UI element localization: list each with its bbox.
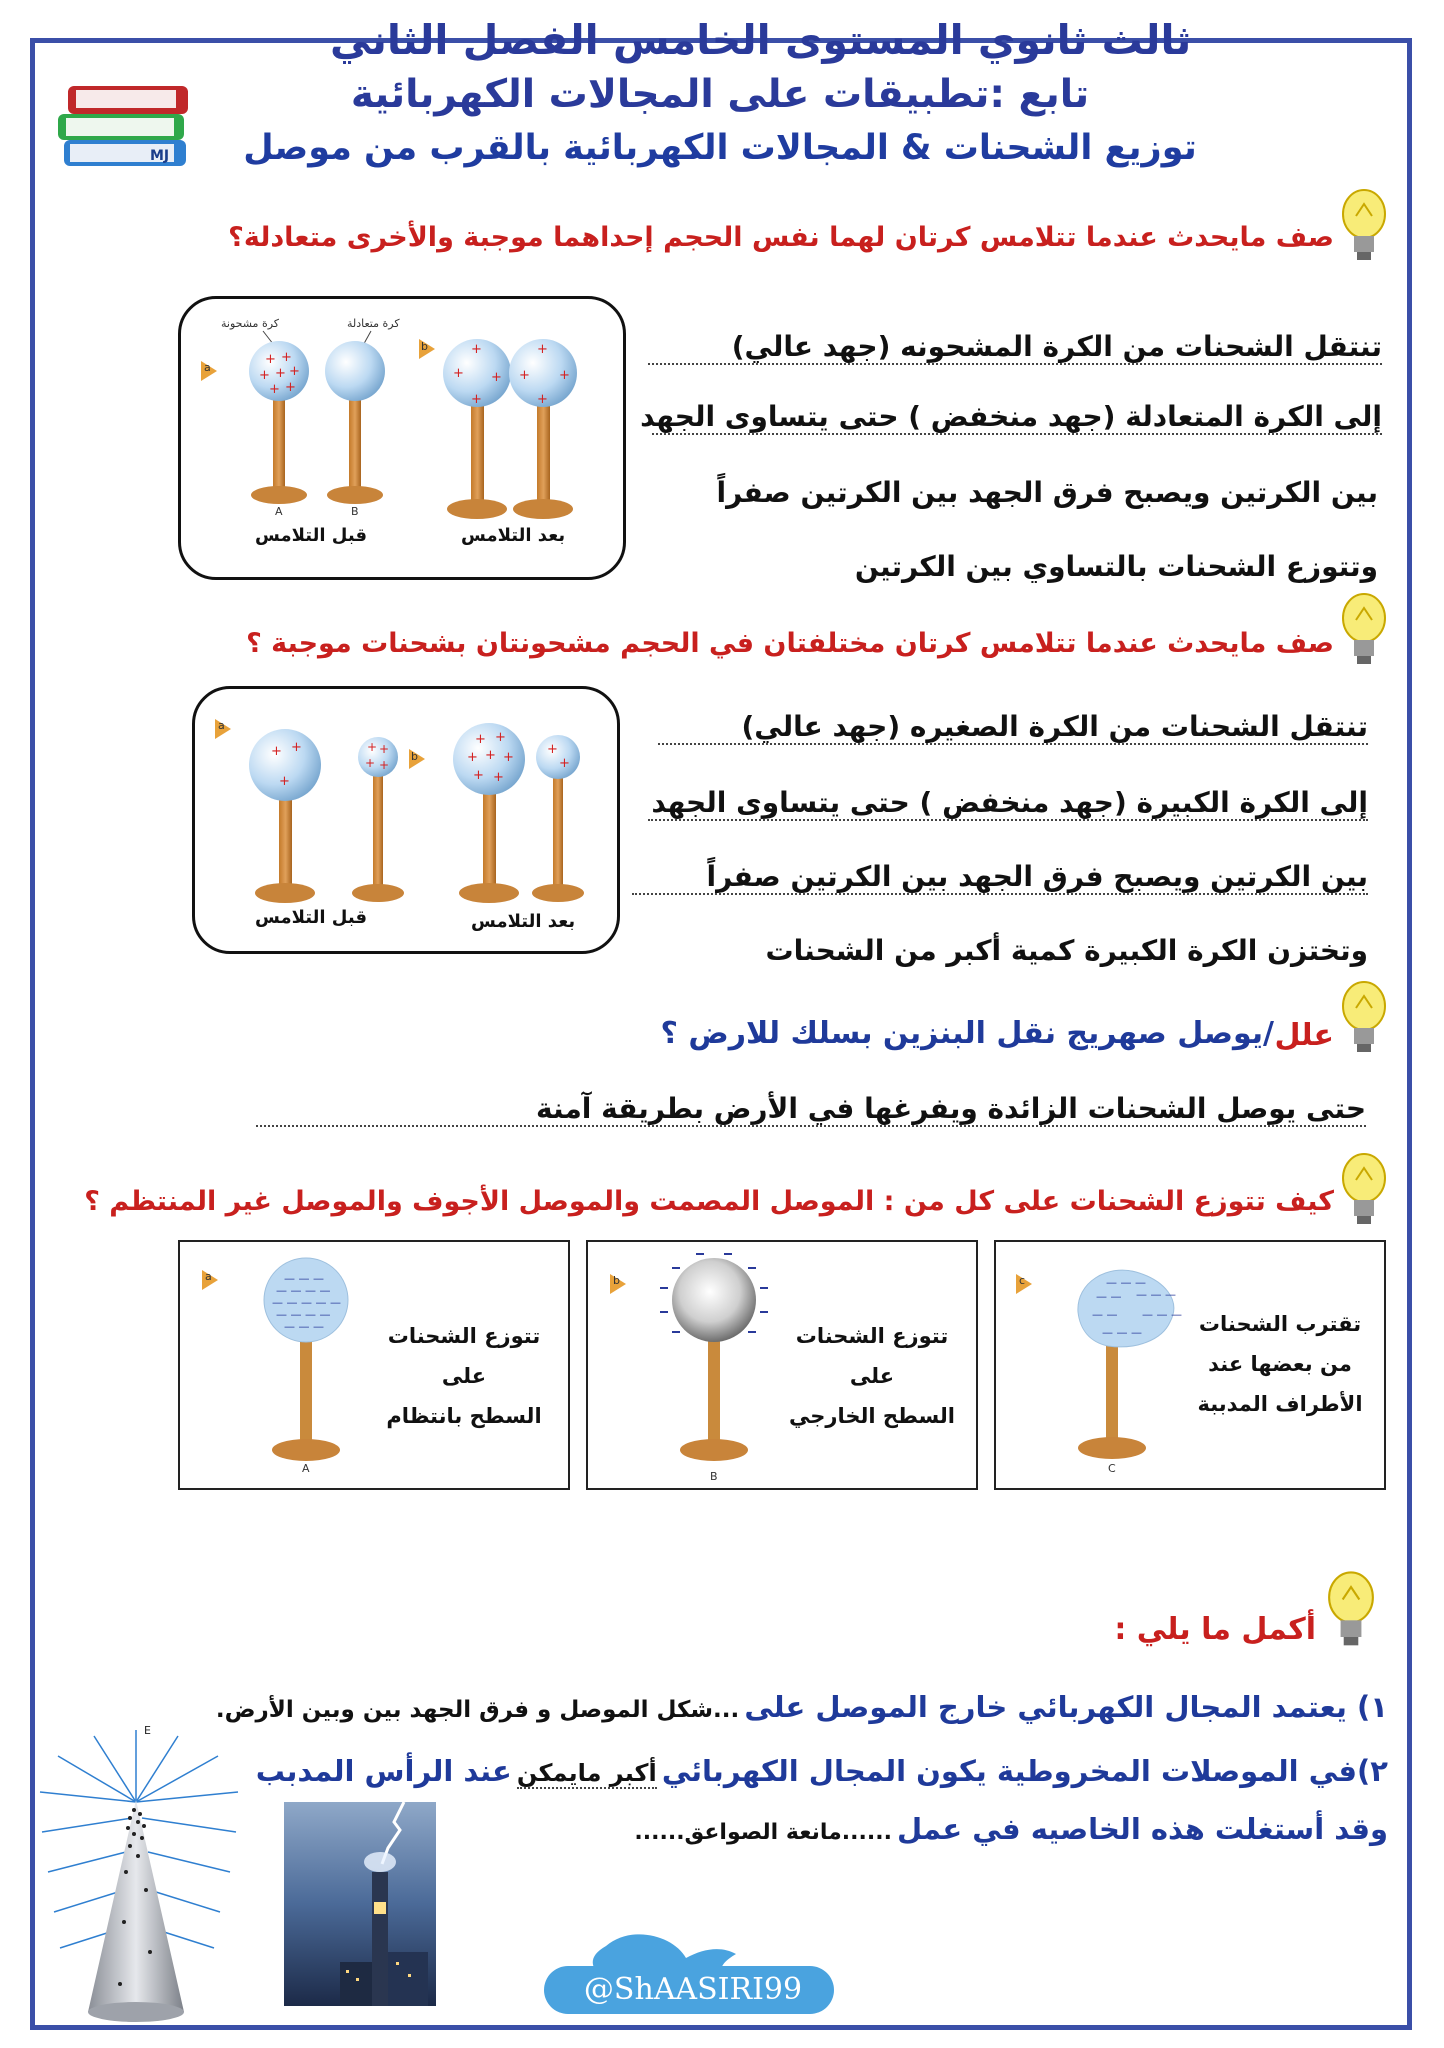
lightbulb-icon — [1340, 1150, 1388, 1234]
lightning-tower-photo — [284, 1802, 436, 2006]
answer-1-line-4: وتتوزع الشحنات بالتساوي بين الكرتين — [854, 550, 1378, 583]
panel-tag-b: b — [613, 1274, 620, 1287]
panel-solid-conductor — [178, 1240, 570, 1490]
twitter-handle-badge[interactable] — [536, 1928, 842, 2020]
svg-text:+: + — [495, 730, 506, 745]
figure-same-size-spheres — [178, 296, 626, 580]
complete-item-2 — [256, 1754, 1388, 1788]
svg-text:— —: — — — [1096, 1290, 1122, 1303]
svg-text:+: + — [281, 350, 292, 365]
svg-text:+: + — [493, 770, 504, 785]
svg-text:— — —: — — — — [1102, 1326, 1142, 1339]
panel-hollow-conductor — [586, 1240, 978, 1490]
svg-text:+: + — [453, 366, 464, 381]
item-3-prefix: وقد أستغلت هذه الخاصيه في عمل — [897, 1812, 1388, 1846]
field-label: E — [144, 1724, 151, 1737]
panel-caption-a: تتوزع الشحنات على السطح بانتظام — [386, 1324, 542, 1428]
svg-text:+: + — [471, 392, 482, 407]
question-3-prefix: علل — [1274, 1018, 1334, 1053]
answer-3: حتى يوصل الشحنات الزائدة ويفرغها في الأرض بطريقة آمنة — [256, 1092, 1366, 1127]
svg-text:— — — —: — — — — — [276, 1284, 331, 1297]
svg-text:+: + — [537, 342, 548, 357]
after-contact-label-1: بعد التلامس — [461, 525, 566, 546]
item-2-prefix: ٢)في الموصلات المخروطية يكون المجال الكهربائي — [661, 1754, 1388, 1788]
svg-text:+: + — [467, 750, 478, 765]
answer-2-line-3: بين الكرتين ويصبح فرق الجهد بين الكرتين صفراً — [632, 860, 1368, 895]
books-logo-icon — [52, 68, 202, 178]
header-line-3: توزيع الشحنات & المجالات الكهربائية بالقرب من موصل — [243, 128, 1197, 168]
sphere-diagram-2 — [195, 689, 623, 919]
twitter-handle[interactable]: @ShAASIRI99 — [583, 1972, 803, 2007]
item-2-suffix: عند الرأس المدبب — [255, 1754, 512, 1788]
question-2: صف مايحدث عندما تتلامس كرتان مختلفتان في الحجم مشحونتان بشحنات موجبة ؟ — [246, 628, 1334, 659]
panel-letter-C: C — [1108, 1462, 1116, 1475]
panel-tag-c: c — [1019, 1274, 1026, 1287]
item-3-answer: ......مانعة الصواعق...... — [634, 1820, 892, 1845]
question-1: صف مايحدث عندما تتلامس كرتان لهما نفس الحجم إحداهما موجبة والأخرى متعادلة؟ — [228, 222, 1334, 253]
svg-text:— — — — —: — — — — — — [272, 1296, 341, 1309]
svg-text:+: + — [259, 368, 270, 383]
answer-1-line-2: إلى الكرة المتعادلة (جهد منخفض ) حتى يتساوى الجهد — [640, 400, 1382, 433]
answer-2-line-4: وتختزن الكرة الكبيرة كمية أكبر من الشحنات — [765, 934, 1368, 967]
svg-text:— — —: — — — — [284, 1272, 324, 1285]
complete-item-1 — [216, 1690, 1388, 1724]
svg-text:+: + — [519, 368, 530, 383]
svg-text:+: + — [269, 382, 280, 397]
svg-text:— — —: — — — — [1136, 1288, 1176, 1301]
lightbulb-icon — [1340, 590, 1388, 674]
logo-text: MJ — [150, 148, 170, 164]
svg-text:— —: — — — [1092, 1308, 1118, 1321]
svg-text:+: + — [471, 342, 482, 357]
answer-2-line-1: تنتقل الشحنات من الكرة الصغيره (جهد عالي) — [658, 710, 1368, 745]
svg-text:+: + — [503, 750, 514, 765]
lightbulb-icon — [1326, 1568, 1376, 1656]
svg-text:+: + — [491, 370, 502, 385]
header-line-2: تابع :تطبيقات على المجالات الكهربائية — [350, 72, 1090, 117]
charged-sphere-label: كرة مشحونة — [221, 317, 280, 330]
cone-field-diagram — [34, 1722, 274, 2028]
sphere-letter-b-2: b — [411, 750, 418, 763]
svg-text:— — —: — — — — [1142, 1308, 1182, 1321]
svg-text:+: + — [379, 758, 390, 772]
sphere-letter-A: A — [275, 505, 283, 518]
panel-letter-B: B — [710, 1470, 718, 1483]
svg-text:+: + — [473, 768, 484, 783]
svg-text:+: + — [475, 732, 486, 747]
svg-text:+: + — [537, 392, 548, 407]
svg-text:+: + — [285, 380, 296, 395]
svg-text:+: + — [365, 756, 376, 770]
svg-text:+: + — [289, 364, 300, 379]
svg-text:+: + — [291, 740, 302, 755]
before-contact-label-2: قبل التلامس — [255, 907, 367, 928]
svg-text:+: + — [367, 740, 378, 754]
panel-caption-b: تتوزع الشحنات على السطح الخارجي — [789, 1324, 955, 1428]
svg-text:+: + — [547, 742, 558, 757]
sphere-letter-a-2: a — [218, 719, 225, 732]
svg-text:+: + — [279, 774, 290, 789]
svg-text:+: + — [379, 742, 390, 756]
svg-text:+: + — [275, 366, 286, 381]
sphere-letter-b: b — [421, 340, 428, 353]
svg-text:+: + — [265, 352, 276, 367]
neutral-sphere-label: كرة متعادلة — [347, 317, 400, 330]
after-contact-label-2: بعد التلامس — [471, 911, 576, 932]
item-1-prefix: ١) يعتمد المجال الكهربائي خارج الموصل على — [744, 1690, 1388, 1724]
answer-2-line-2: إلى الكرة الكبيرة (جهد منخفض ) حتى يتساوى الجهد — [648, 786, 1368, 821]
lightbulb-icon — [1340, 978, 1388, 1062]
panel-irregular-conductor — [994, 1240, 1386, 1490]
sphere-diagram-1 — [181, 299, 629, 539]
panel-caption-c: تقترب الشحنات من بعضها عند الأطراف المدببة — [1197, 1312, 1363, 1416]
lightbulb-icon — [1340, 186, 1388, 270]
panel-letter-A: A — [302, 1462, 310, 1475]
question-4: كيف تتوزع الشحنات على كل من : الموصل المصمت والموصل الأجوف والموصل غير المنتظم ؟ — [84, 1186, 1334, 1217]
svg-text:— — — —: — — — — — [276, 1308, 331, 1321]
complete-item-3 — [634, 1812, 1388, 1846]
svg-text:+: + — [485, 748, 496, 763]
complete-heading: أكمل ما يلي : — [1114, 1612, 1316, 1647]
before-contact-label-1: قبل التلامس — [255, 525, 367, 546]
question-3: /يوصل صهريج نقل البنزين بسلك للارض ؟ — [660, 1016, 1274, 1051]
figure-different-size-spheres — [192, 686, 620, 954]
svg-text:+: + — [559, 368, 570, 383]
sphere-letter-B: B — [351, 505, 359, 518]
irregular-conductor-diagram — [996, 1242, 1196, 1490]
sphere-letter-a: a — [204, 361, 211, 374]
answer-1-line-3: بين الكرتين ويصبح فرق الجهد بين الكرتين صفراً — [716, 476, 1378, 509]
header-line-1: ثالث ثانوي المستوى الخامس الفصل الثاني — [330, 16, 1192, 64]
svg-text:+: + — [559, 756, 570, 771]
svg-text:— — —: — — — — [284, 1320, 324, 1333]
item-2-answer: أكبر مايمكن — [516, 1759, 657, 1787]
item-1-answer: ...شكل الموصل و فرق الجهد بين وبين الأرض. — [215, 1697, 740, 1723]
answer-1-line-1: تنتقل الشحنات من الكرة المشحونه (جهد عالي) — [648, 330, 1382, 365]
svg-text:+: + — [271, 744, 282, 759]
panel-tag-a: a — [205, 1270, 212, 1283]
svg-text:— — —: — — — — [1106, 1276, 1146, 1289]
